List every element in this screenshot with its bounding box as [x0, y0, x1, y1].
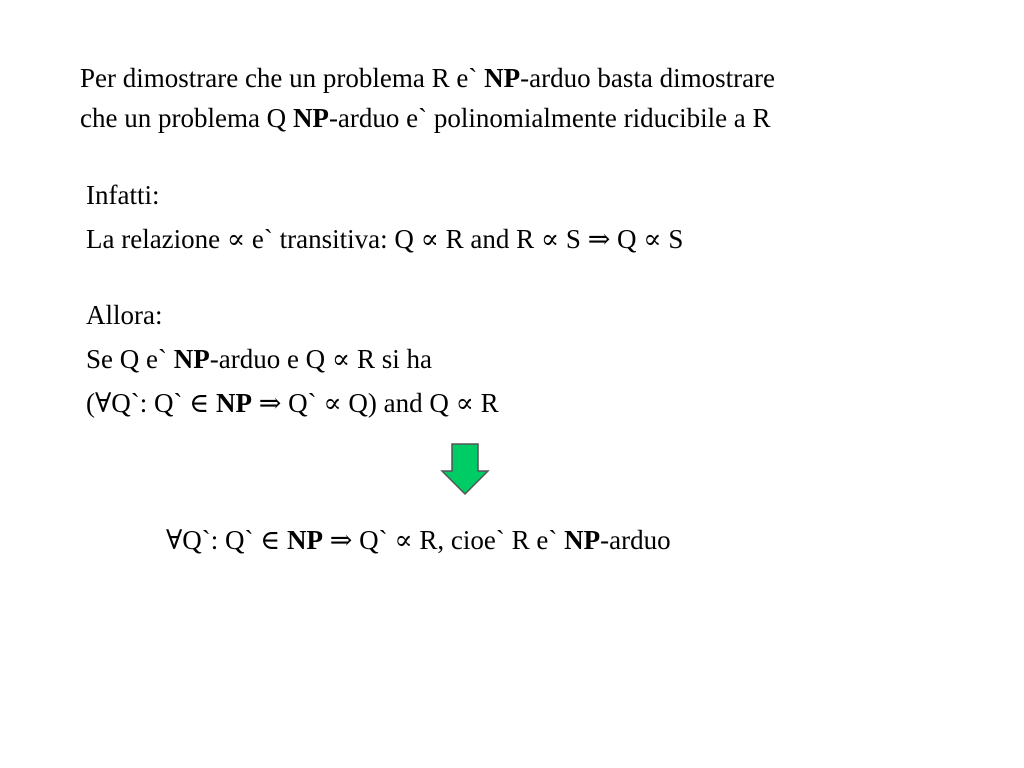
intro-paragraph [80, 58, 775, 138]
np-term: NP [292, 103, 329, 133]
np-term: NP [484, 63, 521, 93]
np-term: NP [287, 525, 324, 555]
allora-section [86, 293, 499, 425]
transitivity-statement: La relazione ∝ e` transitiva: Q ∝ R and R ∝ S ⇒ Q ∝ S [86, 224, 684, 254]
intro-line-1: Per dimostrare che un problema R e` NP-arduo basta dimostrare [80, 63, 776, 93]
allora-line-1: Se Q e` NP-arduo e Q ∝ R si ha [86, 344, 432, 374]
np-term: NP [173, 344, 210, 374]
intro-line-2: che un problema Q NP-arduo e` polinomialmente riducibile a R [80, 103, 771, 133]
np-term: NP [564, 525, 601, 555]
allora-heading: Allora: [86, 300, 163, 330]
conclusion-statement: ∀Q`: Q` ∈ NP ⇒ Q` ∝ R, cioe` R e` NP-arduo [166, 525, 671, 555]
down-arrow-icon [440, 443, 490, 495]
np-term: NP [216, 388, 253, 418]
infatti-heading: Infatti: [86, 180, 160, 210]
allora-line-2: (∀Q`: Q` ∈ NP ⇒ Q` ∝ Q) and Q ∝ R [86, 388, 499, 418]
infatti-section [86, 173, 683, 261]
